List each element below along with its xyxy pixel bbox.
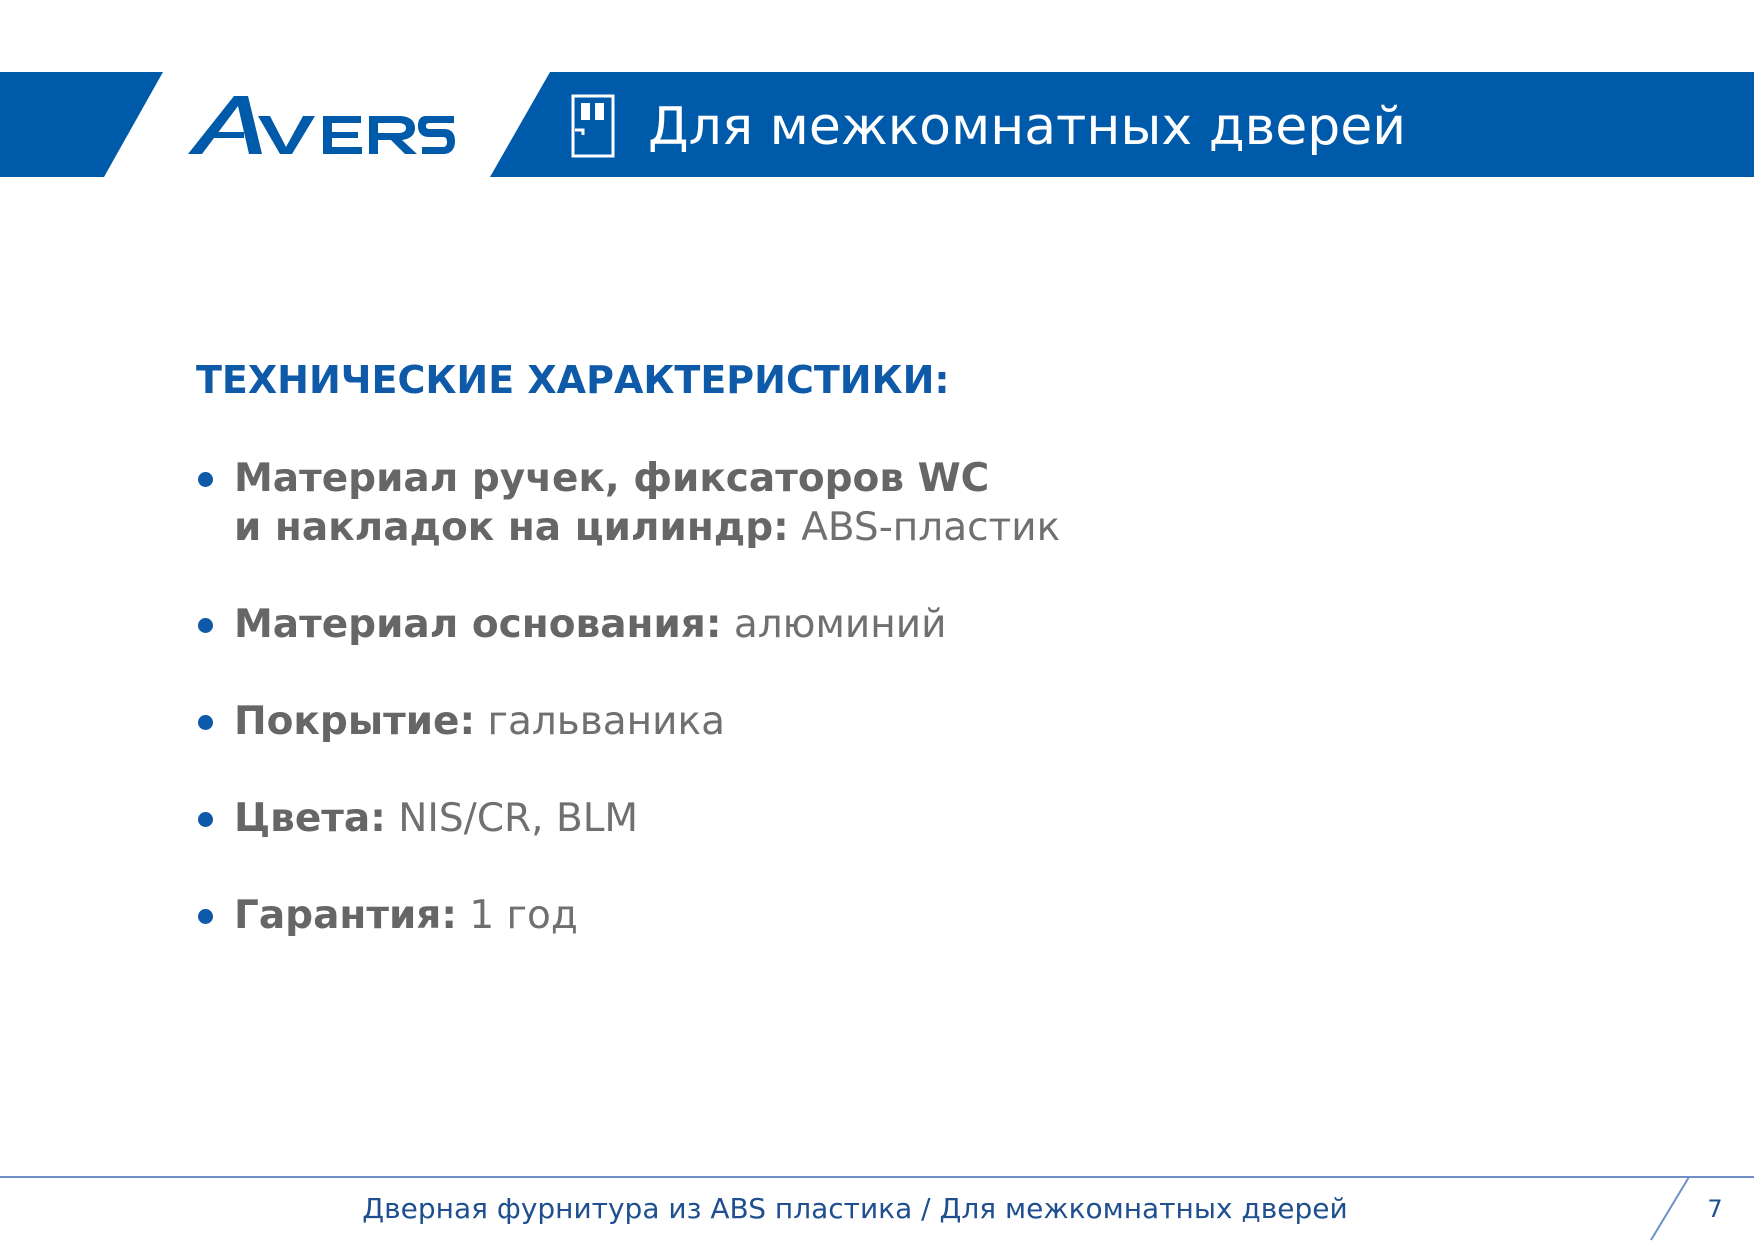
footer-divider	[0, 1176, 1754, 1178]
brand-logo	[186, 94, 456, 156]
page-number: 7	[1707, 1195, 1723, 1223]
logo-letter-r	[369, 116, 417, 154]
footer-text: Дверная фурнитура из ABS пластика / Для межкомнатных дверей	[362, 1192, 1348, 1225]
spec-value: 1 год	[469, 893, 578, 938]
section-title: ТЕХНИЧЕСКИЕ ХАРАКТЕРИСТИКИ:	[196, 358, 950, 402]
header-title: Для межкомнатных дверей	[648, 97, 1407, 157]
bullet-icon	[198, 909, 213, 924]
spec-list	[196, 454, 1596, 988]
bullet-icon	[198, 472, 213, 487]
door-icon-frame	[573, 96, 613, 156]
spec-item-material-handles	[196, 454, 1596, 552]
spec-value: ABS-пластик	[801, 505, 1061, 550]
spec-item-coating	[196, 697, 1596, 746]
logo-letter-e	[323, 116, 362, 154]
header-band-left-segment	[0, 72, 163, 177]
logo-letter-a-bar	[210, 132, 244, 138]
spec-value: алюминий	[733, 602, 947, 647]
bullet-icon	[198, 715, 213, 730]
spec-item-colors	[196, 794, 1596, 843]
logo-letter-s	[418, 116, 455, 154]
spec-item-warranty	[196, 891, 1596, 940]
spec-label: Материал основания:	[234, 602, 722, 647]
spec-label: Цвета:	[234, 796, 386, 841]
logo-letter-a	[188, 96, 262, 154]
bullet-icon	[198, 812, 213, 827]
spec-item-base-material	[196, 600, 1596, 649]
door-icon-handle	[575, 130, 583, 135]
spec-label: Гарантия:	[234, 893, 457, 938]
bullet-icon	[198, 618, 213, 633]
door-icon-panel-right	[595, 103, 604, 120]
spec-label: Покрытие:	[234, 699, 476, 744]
logo-letter-v	[258, 116, 315, 154]
spec-label: Материал ручек, фиксаторов WC	[234, 456, 990, 501]
door-icon-panel-left	[581, 103, 590, 120]
door-icon	[571, 94, 615, 158]
spec-value: NIS/CR, BLM	[398, 796, 639, 841]
spec-label: и накладок на цилиндр:	[234, 505, 789, 550]
spec-value: гальваника	[487, 699, 725, 744]
